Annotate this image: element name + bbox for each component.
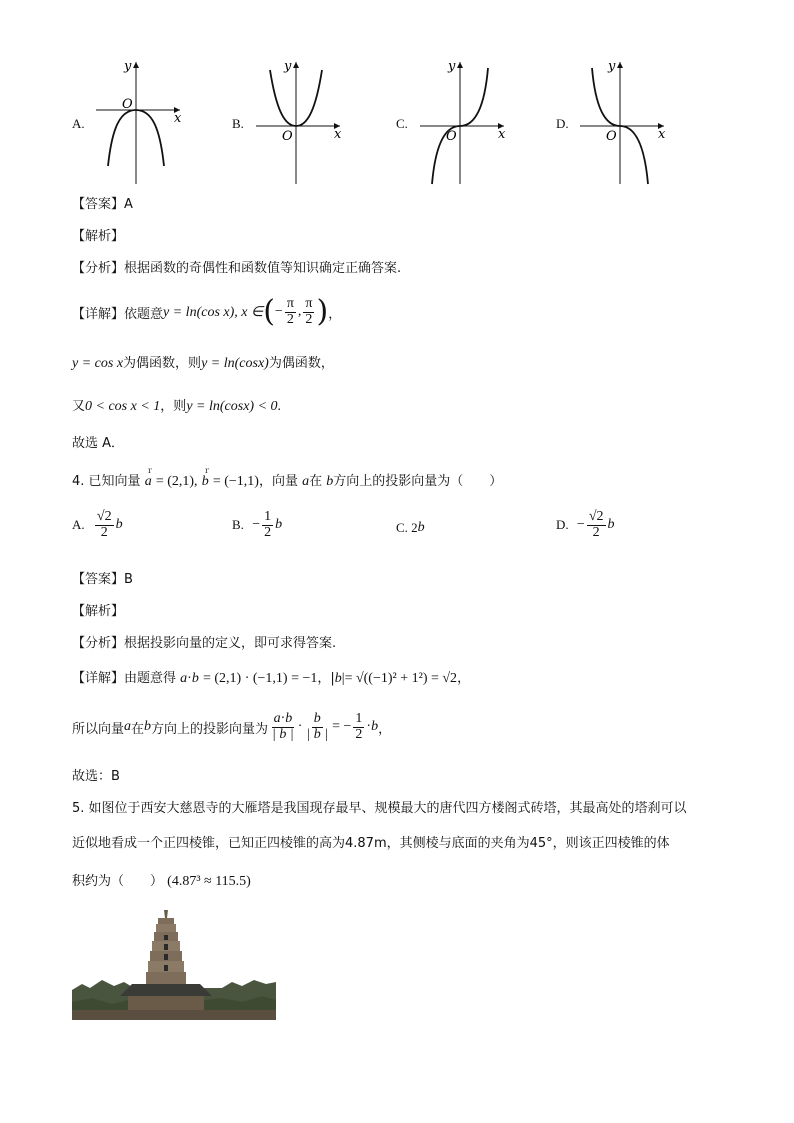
q5-approx: (4.87³ ≈ 115.5)	[167, 874, 251, 889]
q3-detail: 【详解】依题意 y = ln(cos x), x ∈ ( − $\frac{\pi}{2}$ , $\frac{\pi}{2}$ ) ，	[72, 294, 342, 329]
q4-choose: 故选：B	[72, 769, 120, 784]
comma: ,	[297, 304, 302, 319]
open-paren-icon: (	[263, 294, 275, 329]
graph-b	[248, 58, 358, 188]
q4-answer: 【答案】B	[72, 572, 133, 587]
graph-d	[572, 58, 682, 188]
q5-line3: 积约为（ ） (4.87³ ≈ 115.5)	[72, 874, 251, 889]
q4-analysis-heading: 【解析】	[72, 604, 125, 619]
q4-option-b: B. − $\frac{1}{2}$ b	[232, 509, 283, 540]
x-axis-label: x	[174, 111, 182, 126]
q4-option-c: C. 2 b	[396, 520, 425, 535]
q4-option-d: D. − $\frac{√2}{2}$ b	[556, 509, 615, 540]
vector-a: a	[302, 474, 310, 489]
graph-c	[412, 58, 522, 188]
pagoda-photo	[72, 910, 276, 1020]
option-a-label: A.	[72, 116, 85, 131]
y-axis-label: y	[448, 59, 456, 74]
origin-label: O	[606, 129, 617, 144]
x-axis-label: x	[334, 127, 342, 142]
q4-projection: 所以向量 a 在 b 方向上的投影向量为 $\frac{a\cdot b}{| b |}$ · $\frac{b}{| b |}$ = − $\frac{1}{2}$ · b ，	[72, 710, 392, 742]
y-axis-label: y	[124, 59, 132, 74]
option-d-label: D.	[556, 116, 569, 131]
x-axis-label: x	[658, 127, 666, 142]
q3-detail-lead: 【详解】依题意	[72, 306, 164, 322]
y-axis-label: y	[608, 59, 616, 74]
q4-detail: 【详解】由题意得 a·b = (2,1) · (−1,1) = −1，|b|= √((−1)² + 1²) = √2，	[72, 671, 471, 686]
q3-line3: 又0 < cos x < 1，则y = ln(cosx) < 0.	[72, 399, 282, 414]
vector-a: ｒ a	[144, 466, 154, 489]
x-axis-label: x	[498, 127, 506, 142]
q3-analysis-heading: 【解析】	[72, 229, 125, 244]
q3-detail-math: y = ln(cos x), x ∈	[163, 304, 264, 320]
option-c-label: C.	[396, 116, 408, 131]
q3-line2: y = cos x为偶函数，则y = ln(cosx)为偶函数，	[72, 356, 334, 371]
q4-stem: 4. 已知向量 ｒ a = (2,1), ｒ b = (−1,1)，向量 a在 b方向上的投影向量为（ ）	[72, 466, 503, 489]
option-b-label: B.	[232, 116, 244, 131]
q5-line1: 5. 如图位于西安大慈恩寺的大雁塔是我国现存最早、规模最大的唐代四方楼阁式砖塔，其最高处的塔刹可以	[72, 801, 687, 816]
origin-label: O	[282, 129, 293, 144]
q3-choose: 故选 A．	[72, 436, 125, 451]
graph-a	[88, 58, 198, 188]
q3-answer: 【答案】A	[72, 197, 133, 212]
q4-option-a: A. $\frac{√2}{2}$ b	[72, 509, 123, 540]
q4-fenxi: 【分析】根据投影向量的定义，即可求得答案.	[72, 636, 337, 651]
pi-over-2: $\frac{\pi}{2}$	[305, 295, 313, 327]
minus-sign: −	[274, 304, 283, 319]
vector-b: ｒ b	[201, 466, 211, 489]
vector-b: b	[326, 474, 334, 489]
origin-label: O	[122, 97, 133, 112]
y-axis-label: y	[284, 59, 292, 74]
neg-pi-over-2: $\frac{\pi}{2}$	[286, 295, 294, 327]
origin-label: O	[446, 129, 457, 144]
q5-line2: 近似地看成一个正四棱锥，已知正四棱锥的高为4.87m，其侧棱与底面的夹角为45°，则该正四棱锥的体	[72, 836, 670, 851]
q3-fenxi: 【分析】根据函数的奇偶性和函数值等知识确定正确答案.	[72, 261, 402, 276]
close-paren-icon: )	[316, 294, 329, 329]
